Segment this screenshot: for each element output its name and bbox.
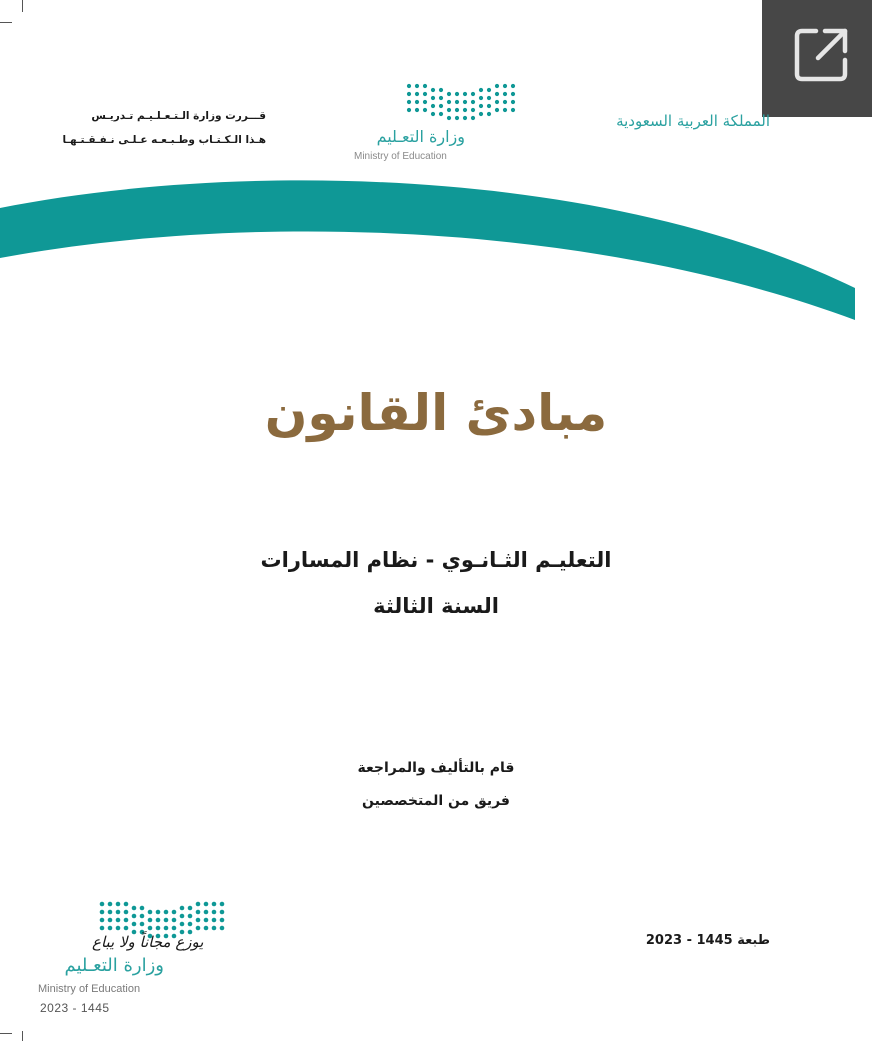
approval-line-1: قـــررت وزارة الـتـعـلـيـم تـدريـس xyxy=(91,110,266,122)
logo-dot xyxy=(116,910,121,915)
logo-dot xyxy=(511,100,515,104)
logo-dot xyxy=(455,92,459,96)
logo-dot xyxy=(463,108,467,112)
logo-dot xyxy=(180,922,185,927)
logo-dot xyxy=(108,902,113,907)
logo-dot xyxy=(116,918,121,923)
logo-dot xyxy=(196,926,201,931)
logo-dot xyxy=(140,914,145,919)
crop-mark xyxy=(0,1033,12,1034)
logo-dot xyxy=(479,112,483,116)
logo-dot xyxy=(220,918,225,923)
logo-dot xyxy=(487,112,491,116)
logo-dot xyxy=(180,914,185,919)
logo-dot xyxy=(132,914,137,919)
logo-dot xyxy=(471,92,475,96)
logo-dot xyxy=(431,104,435,108)
footer-year: 2023 - 1445 xyxy=(40,1001,110,1015)
logo-dot xyxy=(479,88,483,92)
approval-statement xyxy=(60,104,266,152)
logo-dot xyxy=(220,902,225,907)
logo-dot xyxy=(188,914,193,919)
logo-dot xyxy=(108,918,113,923)
logo-dot xyxy=(156,918,161,923)
logo-dot xyxy=(148,910,153,915)
logo-dot xyxy=(503,100,507,104)
logo-dot xyxy=(407,92,411,96)
subtitle-track: التعليـم الثـانـوي - نظام المسارات xyxy=(260,548,612,572)
logo-dot xyxy=(463,116,467,120)
logo-dot xyxy=(124,926,129,931)
book-title: مبادئ القانون xyxy=(264,384,608,442)
logo-dot xyxy=(100,910,105,915)
logo-dot xyxy=(487,104,491,108)
logo-dot xyxy=(431,112,435,116)
logo-dot xyxy=(124,918,129,923)
logo-dot xyxy=(196,918,201,923)
logo-dot xyxy=(503,92,507,96)
logo-dot xyxy=(212,918,217,923)
logo-dot xyxy=(495,84,499,88)
logo-dot xyxy=(471,116,475,120)
logo-dot xyxy=(172,926,177,931)
logo-dot xyxy=(447,116,451,120)
logo-dot xyxy=(439,112,443,116)
logo-dot xyxy=(212,902,217,907)
logo-dot xyxy=(487,88,491,92)
logo-dot xyxy=(196,910,201,915)
logo-dot xyxy=(415,84,419,88)
logo-dot xyxy=(447,100,451,104)
crop-mark xyxy=(0,22,12,23)
logo-dot xyxy=(511,108,515,112)
ministry-name-arabic: وزارة التعـليم xyxy=(376,127,465,146)
logo-dot xyxy=(415,108,419,112)
logo-dot xyxy=(164,910,169,915)
logo-dot xyxy=(172,910,177,915)
logo-dot xyxy=(204,910,209,915)
logo-dot xyxy=(100,926,105,931)
logo-dot xyxy=(180,906,185,911)
crop-mark xyxy=(22,1031,23,1041)
logo-dot xyxy=(455,108,459,112)
logo-dot xyxy=(471,100,475,104)
logo-dot xyxy=(439,96,443,100)
logo-dot xyxy=(212,910,217,915)
open-external-button[interactable] xyxy=(762,0,872,117)
logo-dot xyxy=(415,92,419,96)
logo-dot xyxy=(204,926,209,931)
logo-dot xyxy=(431,88,435,92)
edition-label: طبعة 1445 - 2023 xyxy=(645,933,770,948)
logo-dot xyxy=(471,108,475,112)
approval-line-2: هـذا الـكـتـاب وطـبـعـه عـلـى نـفـقـتـهـا xyxy=(62,134,266,146)
logo-dot xyxy=(220,926,225,931)
subtitle-year: السنة الثالثة xyxy=(373,594,499,618)
logo-dot xyxy=(116,902,121,907)
free-distribution-note: يوزع مجاناً ولا يباع xyxy=(92,933,204,951)
logo-dot xyxy=(156,926,161,931)
logo-dot xyxy=(116,926,121,931)
logo-dot xyxy=(463,92,467,96)
ministry-dots-logo xyxy=(405,82,520,128)
logo-dot xyxy=(100,918,105,923)
logo-dot xyxy=(108,926,113,931)
logo-dot xyxy=(407,100,411,104)
teal-swoosh-band xyxy=(0,170,872,330)
logo-dot xyxy=(148,918,153,923)
footer-ministry-arabic: وزارة التعـليم xyxy=(64,955,164,976)
logo-dot xyxy=(164,926,169,931)
logo-dot xyxy=(423,92,427,96)
logo-dot xyxy=(220,910,225,915)
logo-dot xyxy=(423,108,427,112)
logo-dot xyxy=(132,906,137,911)
logo-dot xyxy=(156,910,161,915)
logo-dot xyxy=(108,910,113,915)
kingdom-name: المملكة العربية السعودية xyxy=(616,112,770,130)
logo-dot xyxy=(495,108,499,112)
logo-dot xyxy=(447,92,451,96)
logo-dot xyxy=(423,84,427,88)
logo-dot xyxy=(495,92,499,96)
logo-dot xyxy=(140,922,145,927)
logo-dot xyxy=(148,926,153,931)
logo-dot xyxy=(100,902,105,907)
logo-dot xyxy=(479,104,483,108)
logo-dot xyxy=(415,100,419,104)
ministry-name-english: Ministry of Education xyxy=(354,151,447,162)
logo-dot xyxy=(511,92,515,96)
logo-dot xyxy=(503,108,507,112)
logo-dot xyxy=(407,108,411,112)
logo-dot xyxy=(479,96,483,100)
logo-dot xyxy=(140,906,145,911)
logo-dot xyxy=(439,104,443,108)
logo-dot xyxy=(463,100,467,104)
logo-dot xyxy=(188,906,193,911)
logo-dot xyxy=(495,100,499,104)
logo-dot xyxy=(503,84,507,88)
external-link-icon xyxy=(794,28,848,82)
authorship-line: قام بالتأليف والمراجعة xyxy=(357,760,515,776)
crop-mark xyxy=(22,0,23,12)
logo-dot xyxy=(511,84,515,88)
logo-dot xyxy=(188,922,193,927)
logo-dot xyxy=(455,116,459,120)
logo-dot xyxy=(423,100,427,104)
logo-dot xyxy=(431,96,435,100)
logo-dot xyxy=(407,84,411,88)
logo-dot xyxy=(164,918,169,923)
authors-team: فريق من المتخصصين xyxy=(362,793,510,809)
logo-dot xyxy=(447,108,451,112)
logo-dot xyxy=(132,922,137,927)
footer-ministry-english: Ministry of Education xyxy=(38,983,141,995)
logo-dot xyxy=(172,918,177,923)
logo-dot xyxy=(439,88,443,92)
logo-dot xyxy=(124,910,129,915)
logo-dot xyxy=(124,902,129,907)
logo-dot xyxy=(204,918,209,923)
logo-dot xyxy=(196,902,201,907)
logo-dot xyxy=(487,96,491,100)
logo-dot xyxy=(212,926,217,931)
logo-dot xyxy=(204,902,209,907)
logo-dot xyxy=(455,100,459,104)
